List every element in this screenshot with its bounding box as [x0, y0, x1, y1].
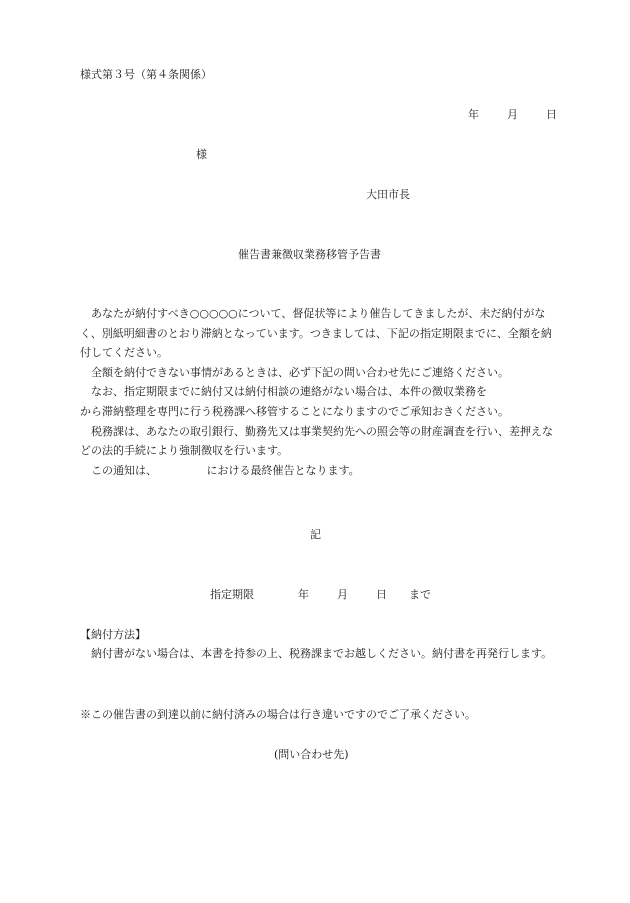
date-day: 日	[546, 108, 557, 121]
date-month: 月	[507, 108, 518, 121]
deadline-line	[210, 586, 431, 602]
note: ※この催告書の到達以前に納付済みの場合は行き違いですのでご了承ください。	[80, 708, 476, 721]
paragraph-5: 税務課は、あなたの取引銀行、勤務先又は事業契約先への照会等の財産調査を行い、差押えなどの法的手続により強制徴収を行います。	[80, 424, 553, 458]
addressee: 様	[196, 148, 207, 161]
paragraph-3: なお、指定期限までに納付又は納付相談の連絡がない場合は、本件の徴収業務を	[91, 385, 487, 399]
body-text	[80, 304, 554, 480]
document-title: 催告書兼徴収業務移管予告書	[238, 248, 381, 261]
payment-method-heading: 【納付方法】	[80, 628, 146, 641]
deadline-label: 指定期限	[210, 588, 254, 601]
paragraph-6: この通知は、 における最終催告となります。	[91, 463, 360, 477]
paragraph-1: あなたが納付すべき○○○○○について、督促状等により催告してきましたが、未だ納付がなく、別紙明細書のとおり滞納となっています。つきましては、下記の指定期限までに、全額を納付してください。	[80, 307, 552, 360]
payment-method-body: 納付書がない場合は、本書を持参の上、税務課までお越しください。納付書を再発行します。	[91, 647, 553, 660]
deadline-day: 日	[376, 588, 387, 601]
sender: 大田市長	[366, 188, 410, 201]
form-number: 様式第３号（第４条関係）	[80, 68, 212, 81]
paragraph-2: 全額を納付できない事情があるときは、必ず下記の問い合わせ先にご連絡ください。	[91, 365, 509, 379]
deadline-until: まで	[409, 588, 431, 601]
deadline-month: 月	[337, 588, 348, 601]
paragraph-4: から滞納整理を専門に行う税務課へ移管することになりますのでご承知おきください。	[80, 404, 509, 418]
date-year: 年	[468, 108, 479, 121]
deadline-year: 年	[298, 588, 309, 601]
date-line	[468, 106, 557, 122]
inquiry-heading: (問い合わせ先)	[274, 748, 349, 761]
ki-heading: 記	[310, 528, 321, 541]
